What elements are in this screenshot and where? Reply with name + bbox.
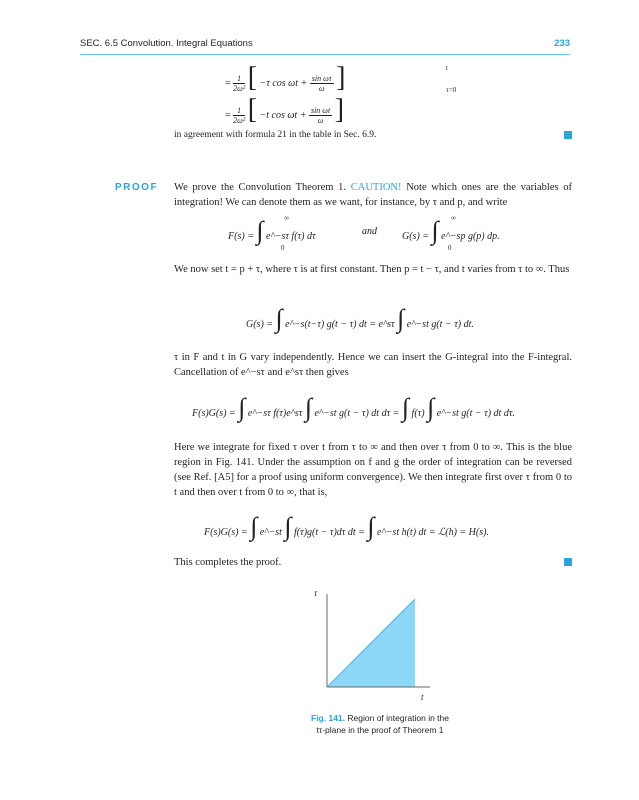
top-equation-line1: = $\frac{1}{\text{2ω²}}$ [ −τ cos ωt + $\frac{\text{sin ωτ}}{\omega}$ ] <box>225 62 346 94</box>
top-equation-line2: = $\frac{1}{\text{2ω²}}$ [ −t cos ωt + $\frac{\text{sin ωt}}{\omega}$ ] <box>225 94 345 126</box>
running-header <box>80 38 570 54</box>
equation-3: F(s)G(s) = ∫ e^−sτ f(τ)e^sτ ∫ e^−st g(t − τ) dt dτ = ∫ f(τ) ∫ e^−st g(t − τ) dt dτ. <box>192 393 515 422</box>
paragraph-4: Here we integrate for fixed τ over t from τ to ∞ and then over τ from 0 to ∞. This is the blue region in Fig. 141. Under the assumption on f and g the order of integration can be reversed (see Ref. [A5] for a proof using uniform convergence). We then integrate first over τ from 0 to t and then over t from 0 to ∞, that is, <box>174 442 572 498</box>
paragraph-2: We now set t = p + τ, where τ is at first constant. Then p = t − τ, and t varies from τ to ∞. Thus <box>174 264 570 275</box>
header-rule <box>80 54 570 55</box>
equation-1-and: and <box>362 226 377 237</box>
proof-label: PROOF <box>115 182 159 193</box>
paragraph-3: τ in F and t in G vary independently. Hence we can insert the G-integral into the F-integral. Cancellation of e^−sτ and e^sτ then gives <box>174 352 572 378</box>
page-number: 233 <box>554 38 570 49</box>
x-axis-label: t <box>421 692 424 702</box>
equation-2: G(s) = ∫ e^−s(t−τ) g(t − τ) dt = e^sτ ∫ e^−st g(t − τ) dt. <box>246 304 474 333</box>
caution-text: CAUTION! <box>350 182 402 193</box>
figure-141 <box>300 584 450 704</box>
top-eq-lower-limit: τ=0 <box>446 86 457 94</box>
equation-4: F(s)G(s) = ∫ e^−st ∫ f(τ)g(t − τ)dτ dt = ∫ e^−st h(t) dt = ℒ(h) = H(s). <box>204 512 489 541</box>
qed-square-2 <box>564 558 572 566</box>
section-title: SEC. 6.5 Convolution. Integral Equations <box>80 38 253 49</box>
equation-1-right: G(s) = ∫ e^−sp g(p) dp. <box>402 216 500 245</box>
closing-sentence: This completes the proof. <box>174 557 282 568</box>
proof-intro: We prove the Convolution Theorem 1. CAUTION! Note which ones are the variables of integration! We can denote them as we want, for instance, by τ and p, and write <box>174 182 573 208</box>
equation-1: F(s) = ∫ e^−sτ f(τ) dτ <box>228 216 316 245</box>
qed-square-1 <box>564 131 572 139</box>
agreement-text: in agreement with formula 21 in the table in Sec. 6.9. <box>174 130 377 140</box>
top-eq-upper-limit: t <box>446 64 448 72</box>
figure-caption: Fig. 141. Region of integration in the tτ-plane in the proof of Theorem 1 <box>311 713 449 735</box>
y-axis-label: τ <box>314 588 318 598</box>
figure-label: Fig. 141. <box>311 713 346 723</box>
